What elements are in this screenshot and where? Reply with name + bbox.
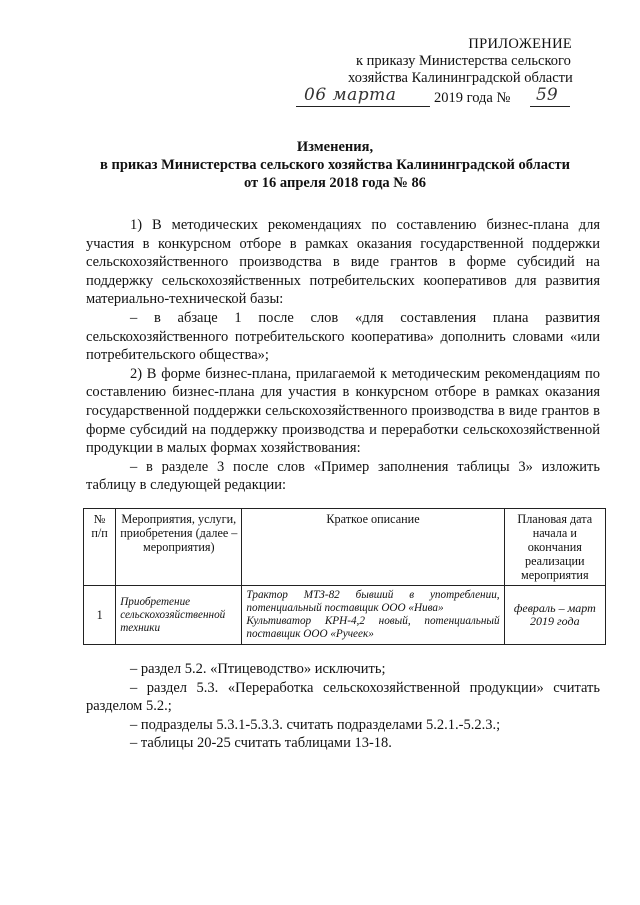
document-heading	[70, 138, 600, 192]
appendix-line-1: к приказу Министерства сельского	[356, 53, 571, 69]
appendix-block	[340, 36, 610, 87]
header-number: № п/п	[84, 509, 116, 586]
tail-paragraph-1: – раздел 5.2. «Птицеводство» исключить;	[130, 661, 386, 677]
order-date-line	[296, 86, 596, 110]
header-description: Краткое описание	[242, 509, 504, 586]
paragraph-1: 1) В методических рекомендациях по составлению бизнес-плана для участия в конкурсном отборе в рамках оказания государственной поддержки сельскохозяйственного производства в виде грантов в форме субсидий на поддержку сельскохозяйственных потребительских кооперативов для развития материально-технической базы:	[86, 217, 600, 308]
row-description	[242, 586, 504, 645]
header-events: Мероприятия, услуги, приобретения (далее – мероприятия)	[116, 509, 242, 586]
paragraph-3: 2) В форме бизнес-плана, прилагаемой к методическим рекомендациям по составлению бизнес-плана для участия в конкурсном отборе в рамках оказания государственной поддержки сельскохозяйственного производства в виде грантов в форме субсидий на поддержку производства и переработки сельскохозяйственной продукции в малых формах хозяйствования:	[86, 365, 600, 457]
heading-line-3: от 16 апреля 2018 года № 86	[243, 175, 427, 191]
handwritten-order-number: 59	[536, 85, 558, 105]
appendix-title: ПРИЛОЖЕНИЕ	[468, 36, 572, 52]
handwritten-date: 06 марта	[304, 85, 397, 105]
date-underline	[296, 106, 430, 107]
table-row	[84, 586, 606, 645]
row-number: 1	[84, 586, 116, 645]
tail-paragraph-4: – таблицы 20-25 считать таблицами 13-18.	[130, 735, 392, 752]
paragraph-4: – в разделе 3 после слов «Пример заполнения таблицы 3» изложить таблицу в следующей редакции:	[86, 458, 600, 494]
number-underline	[530, 106, 570, 107]
paragraph-2: – в абзаце 1 после слов «для составления плана развития сельскохозяйственного потребительского кооператива» дополнить словами «или потребительского общества»;	[86, 309, 600, 364]
table-header-row	[84, 509, 606, 586]
row-dates: февраль – март 2019 года	[504, 586, 605, 645]
description-line-1: Трактор МТЗ-82 бывший в употреблении, потенциальный поставщик ООО «Нива»	[246, 589, 500, 614]
document-body	[86, 216, 600, 495]
heading-line-2: в приказ Министерства сельского хозяйства Калининградской области	[100, 157, 570, 173]
tail-paragraph-2: – раздел 5.3. «Переработка сельскохозяйственной продукции» считать разделом 5.2.;	[86, 679, 600, 715]
order-year-text: 2019 года №	[434, 90, 511, 106]
heading-line-1: Изменения,	[296, 139, 374, 155]
appendix-line-2: хозяйства Калининградской области	[348, 70, 573, 86]
description-line-2: Культиватор КРН-4,2 новый, потенциальный поставщик ООО «Ручеек»	[246, 615, 500, 640]
business-plan-table	[83, 508, 606, 645]
tail-paragraph-3: – подразделы 5.3.1-5.3.3. считать подразделами 5.2.1.-5.2.3.;	[130, 716, 501, 733]
closing-changes	[86, 660, 600, 753]
header-planned-dates: Плановая дата начала и окончания реализации мероприятия	[504, 509, 605, 586]
row-event: Приобретение сельскохозяйственной техники	[116, 586, 242, 645]
